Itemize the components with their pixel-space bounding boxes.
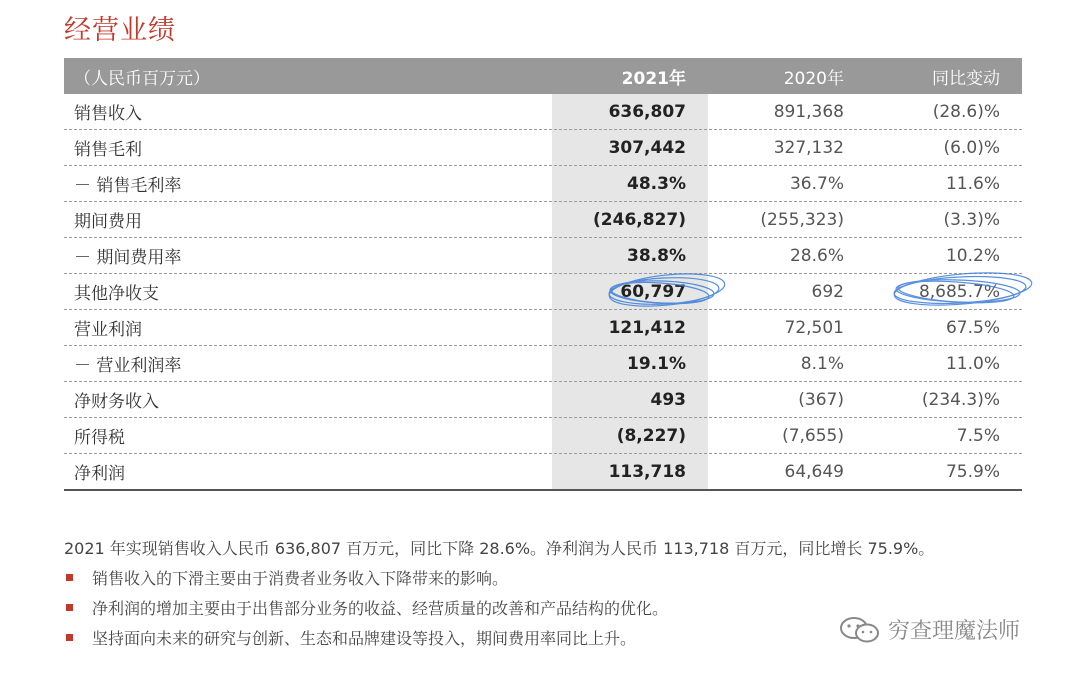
value-2021: 48.3% [627, 173, 686, 194]
table-row [64, 130, 1022, 166]
financial-table [64, 58, 1022, 491]
value-2021: 19.1% [627, 353, 686, 374]
bullet-text: 销售收入的下滑主要由于消费者业务收入下降带来的影响。 [92, 569, 509, 588]
table-row [64, 418, 1022, 454]
table-row [64, 202, 1022, 238]
value-2020: 692 [811, 281, 844, 302]
value-2020: 64,649 [784, 461, 844, 482]
value-2021: (246,827) [593, 209, 686, 230]
watermark [838, 614, 1020, 645]
value-yoy: (234.3)% [921, 389, 1000, 410]
row-label: 销售毛利 [74, 140, 142, 160]
table-row [64, 274, 1022, 310]
header-yoy-change: 同比变动 [932, 68, 1000, 89]
value-2020: 28.6% [789, 245, 844, 266]
row-label: － 销售毛利率 [74, 176, 182, 196]
header-unit: （人民币百万元） [74, 68, 210, 89]
wechat-icon [838, 615, 882, 645]
value-yoy: (3.3)% [943, 209, 1000, 230]
row-label: 净利润 [74, 464, 125, 484]
square-bullet-icon [66, 634, 73, 641]
value-yoy: (28.6)% [932, 101, 1000, 122]
value-2021: 636,807 [608, 101, 686, 122]
value-yoy: (6.0)% [943, 137, 1000, 158]
value-yoy: 67.5% [945, 317, 1000, 338]
value-2020: 72,501 [784, 317, 844, 338]
table-row [64, 238, 1022, 274]
bullet-text: 净利润的增加主要由于出售部分业务的收益、经营质量的改善和产品结构的优化。 [92, 599, 669, 618]
value-2020: 891,368 [773, 101, 844, 122]
page-title: 经营业绩 [64, 15, 176, 46]
value-yoy: 7.5% [956, 425, 1000, 446]
table-row [64, 310, 1022, 346]
value-2020: (255,323) [760, 209, 844, 230]
value-yoy: 10.2% [945, 245, 1000, 266]
table-header [64, 58, 1022, 94]
value-yoy: 11.6% [945, 173, 1000, 194]
value-yoy: 8,685.7% [918, 281, 1000, 302]
value-yoy: 11.0% [945, 353, 1000, 374]
value-2021: 38.8% [627, 245, 686, 266]
value-2021: 113,718 [608, 461, 686, 482]
table-row [64, 166, 1022, 202]
bullet-text: 坚持面向未来的研究与创新、生态和品牌建设等投入，期间费用率同比上升。 [92, 629, 637, 648]
header-2020: 2020年 [783, 68, 844, 89]
square-bullet-icon [66, 574, 73, 581]
value-yoy: 75.9% [945, 461, 1000, 482]
table-row [64, 454, 1022, 491]
watermark-text: 穷查理魔法师 [888, 619, 1021, 644]
table-row [64, 346, 1022, 382]
value-2020: 8.1% [800, 353, 844, 374]
table-row [64, 94, 1022, 130]
table-row [64, 382, 1022, 418]
row-label: 期间费用 [74, 212, 142, 232]
row-label: － 期间费用率 [74, 248, 182, 268]
value-2021: (8,227) [616, 425, 686, 446]
value-2020: 36.7% [789, 173, 844, 194]
row-label: 销售收入 [74, 104, 142, 124]
row-label: － 营业利润率 [74, 356, 182, 376]
row-label: 所得税 [74, 428, 125, 448]
header-2021: 2021年 [621, 68, 686, 89]
value-2020: (7,655) [782, 425, 844, 446]
value-2021: 121,412 [608, 317, 686, 338]
value-2021: 60,797 [620, 281, 686, 302]
value-2021: 493 [650, 389, 686, 410]
value-2020: 327,132 [773, 137, 844, 158]
row-label: 其他净收支 [74, 284, 159, 304]
summary-text: 2021 年实现销售收入人民币 636,807 百万元，同比下降 28.6%。净利润为人民币 113,718 百万元，同比增长 75.9%。 [64, 539, 935, 558]
row-label: 净财务收入 [74, 392, 159, 412]
square-bullet-icon [66, 604, 73, 611]
row-label: 营业利润 [74, 320, 142, 340]
value-2020: (367) [798, 389, 844, 410]
value-2021: 307,442 [608, 137, 686, 158]
